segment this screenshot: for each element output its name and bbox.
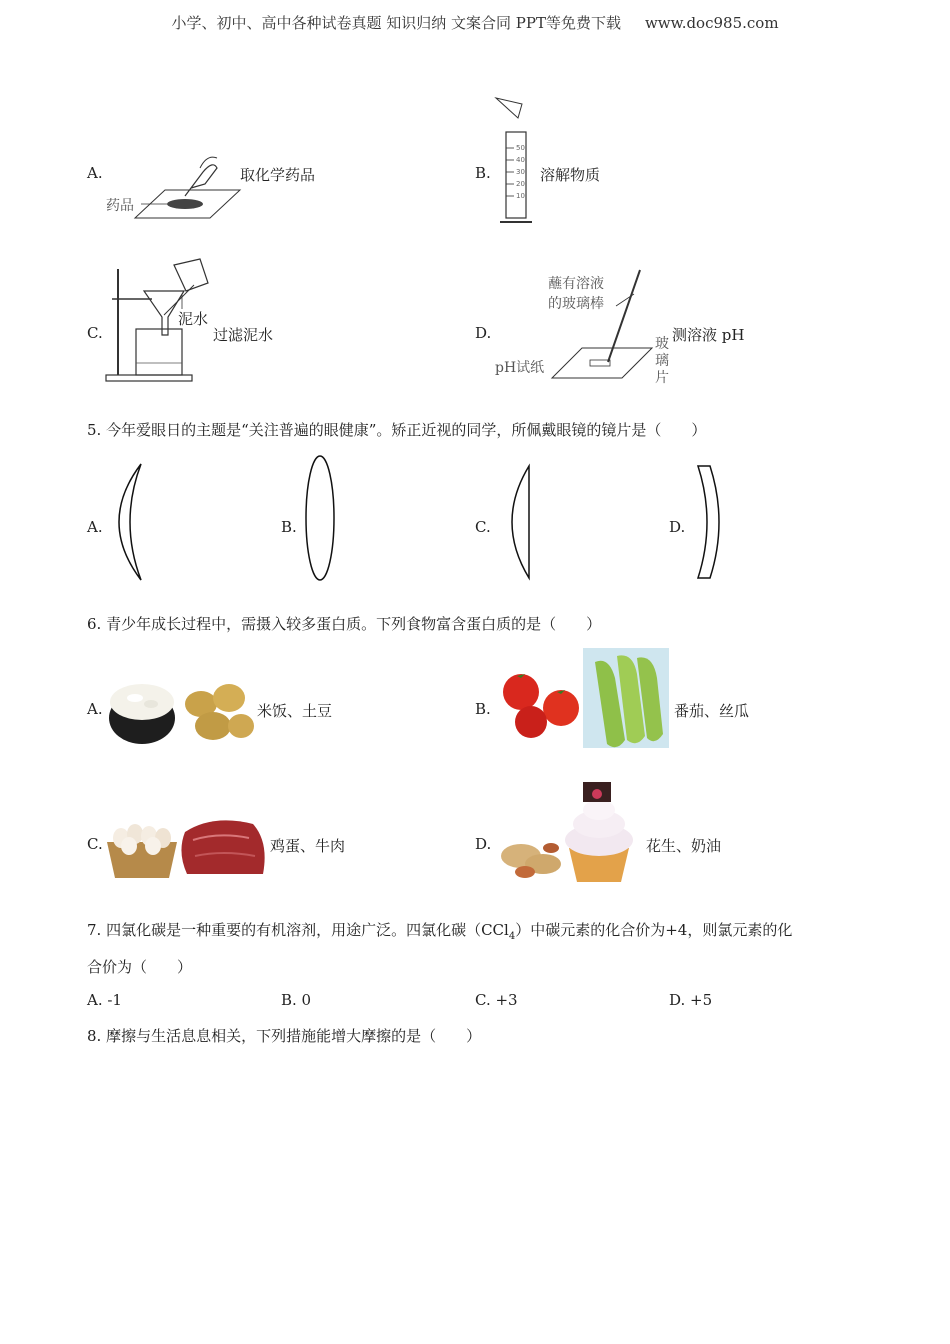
q4-option-a-figure xyxy=(105,148,245,230)
q6-option-d-letter: D. xyxy=(475,835,492,853)
q4-option-c-caption: 过滤泥水 xyxy=(213,326,274,344)
tick-30: 30 xyxy=(516,168,525,176)
header-text: 小学、初中、高中各种试卷真题 知识归纳 文案合同 PPT等免费下载 xyxy=(171,14,621,32)
q6-option-c-caption: 鸡蛋、牛肉 xyxy=(270,837,346,855)
tick-50: 50 xyxy=(516,144,525,152)
convex-lens-icon xyxy=(302,452,338,584)
q4-option-a-caption: 取化学药品 xyxy=(240,166,316,184)
q7-option-a: A. -1 xyxy=(87,991,122,1009)
plano-convex-lens-icon xyxy=(505,464,535,582)
tomato-loofah-image xyxy=(497,648,672,756)
q4-option-d-paper: pH试纸 xyxy=(495,360,545,376)
peanut-cream-image xyxy=(495,778,645,886)
q5-option-b-letter: B. xyxy=(281,518,297,536)
rice-potato-image xyxy=(105,676,255,750)
q5-option-c-letter: C. xyxy=(475,518,491,536)
q5-option-d-letter: D. xyxy=(669,518,686,536)
measuring-cylinder-figure xyxy=(492,96,540,228)
tick-20: 20 xyxy=(516,180,525,188)
header-site: www.doc985.com xyxy=(644,14,779,32)
q5-option-a-letter: A. xyxy=(87,518,103,536)
q7-subscript: 4 xyxy=(508,931,516,942)
q4-option-d-glass-1: 玻 xyxy=(655,336,669,352)
q4-option-a-letter: A. xyxy=(87,164,103,182)
q6-option-c-letter: C. xyxy=(87,835,103,853)
q6-option-a-caption: 米饭、土豆 xyxy=(257,702,333,720)
ph-test-figure xyxy=(548,266,648,386)
question-6-text: 6. 青少年成长过程中，需摄入较多蛋白质。下列食物富含蛋白质的是（ ） xyxy=(87,615,602,633)
q7-line1-part-a: 7. 四氯化碳是一种重要的有机溶剂，用途广泛。四氯化碳（CCl xyxy=(87,921,509,939)
egg-beef-image xyxy=(103,812,268,886)
q6-option-b-letter: B. xyxy=(475,700,491,718)
q6-option-a-letter: A. xyxy=(87,700,103,718)
q4-option-d-caption: 测溶液 pH xyxy=(672,326,745,344)
question-7-line-1 xyxy=(87,920,792,947)
question-7-line-2: 合价为（ ） xyxy=(87,958,193,976)
q4-option-b-letter: B. xyxy=(475,164,491,182)
concave-lens-icon xyxy=(694,464,724,582)
question-8-text: 8. 摩擦与生活息息相关，下列措施能增大摩擦的是（ ） xyxy=(87,1027,482,1045)
q7-option-c: C. +3 xyxy=(475,991,518,1009)
q4-option-d-letter: D. xyxy=(475,324,492,342)
q4-option-a-sub: 药品 xyxy=(106,198,134,214)
q4-option-d-rod-1: 蘸有溶液 xyxy=(548,276,604,292)
q4-option-b-caption: 溶解物质 xyxy=(540,166,601,184)
q4-option-c-letter: C. xyxy=(87,324,103,342)
q6-option-d-caption: 花生、奶油 xyxy=(646,837,722,855)
q4-option-d-rod-2: 的玻璃棒 xyxy=(548,296,604,312)
q6-option-b-caption: 番茄、丝瓜 xyxy=(674,702,750,720)
tick-10: 10 xyxy=(516,192,525,200)
q4-option-d-glass-3: 片 xyxy=(655,370,669,386)
lens-a-icon xyxy=(105,460,145,584)
q4-option-d-glass-2: 璃 xyxy=(655,353,669,369)
q7-line1-part-b: ）中碳元素的化合价为+4，则氯元素的化 xyxy=(515,921,793,939)
q4-option-c-sub: 泥水 xyxy=(178,310,209,328)
tick-40: 40 xyxy=(516,156,525,164)
page-header xyxy=(0,12,950,33)
q7-option-b: B. 0 xyxy=(281,991,312,1009)
question-5-text: 5. 今年爱眼日的主题是“关注普遍的眼健康”。矫正近视的同学，所佩戴眼镜的镜片是（ ） xyxy=(87,421,707,439)
q7-option-d: D. +5 xyxy=(669,991,713,1009)
